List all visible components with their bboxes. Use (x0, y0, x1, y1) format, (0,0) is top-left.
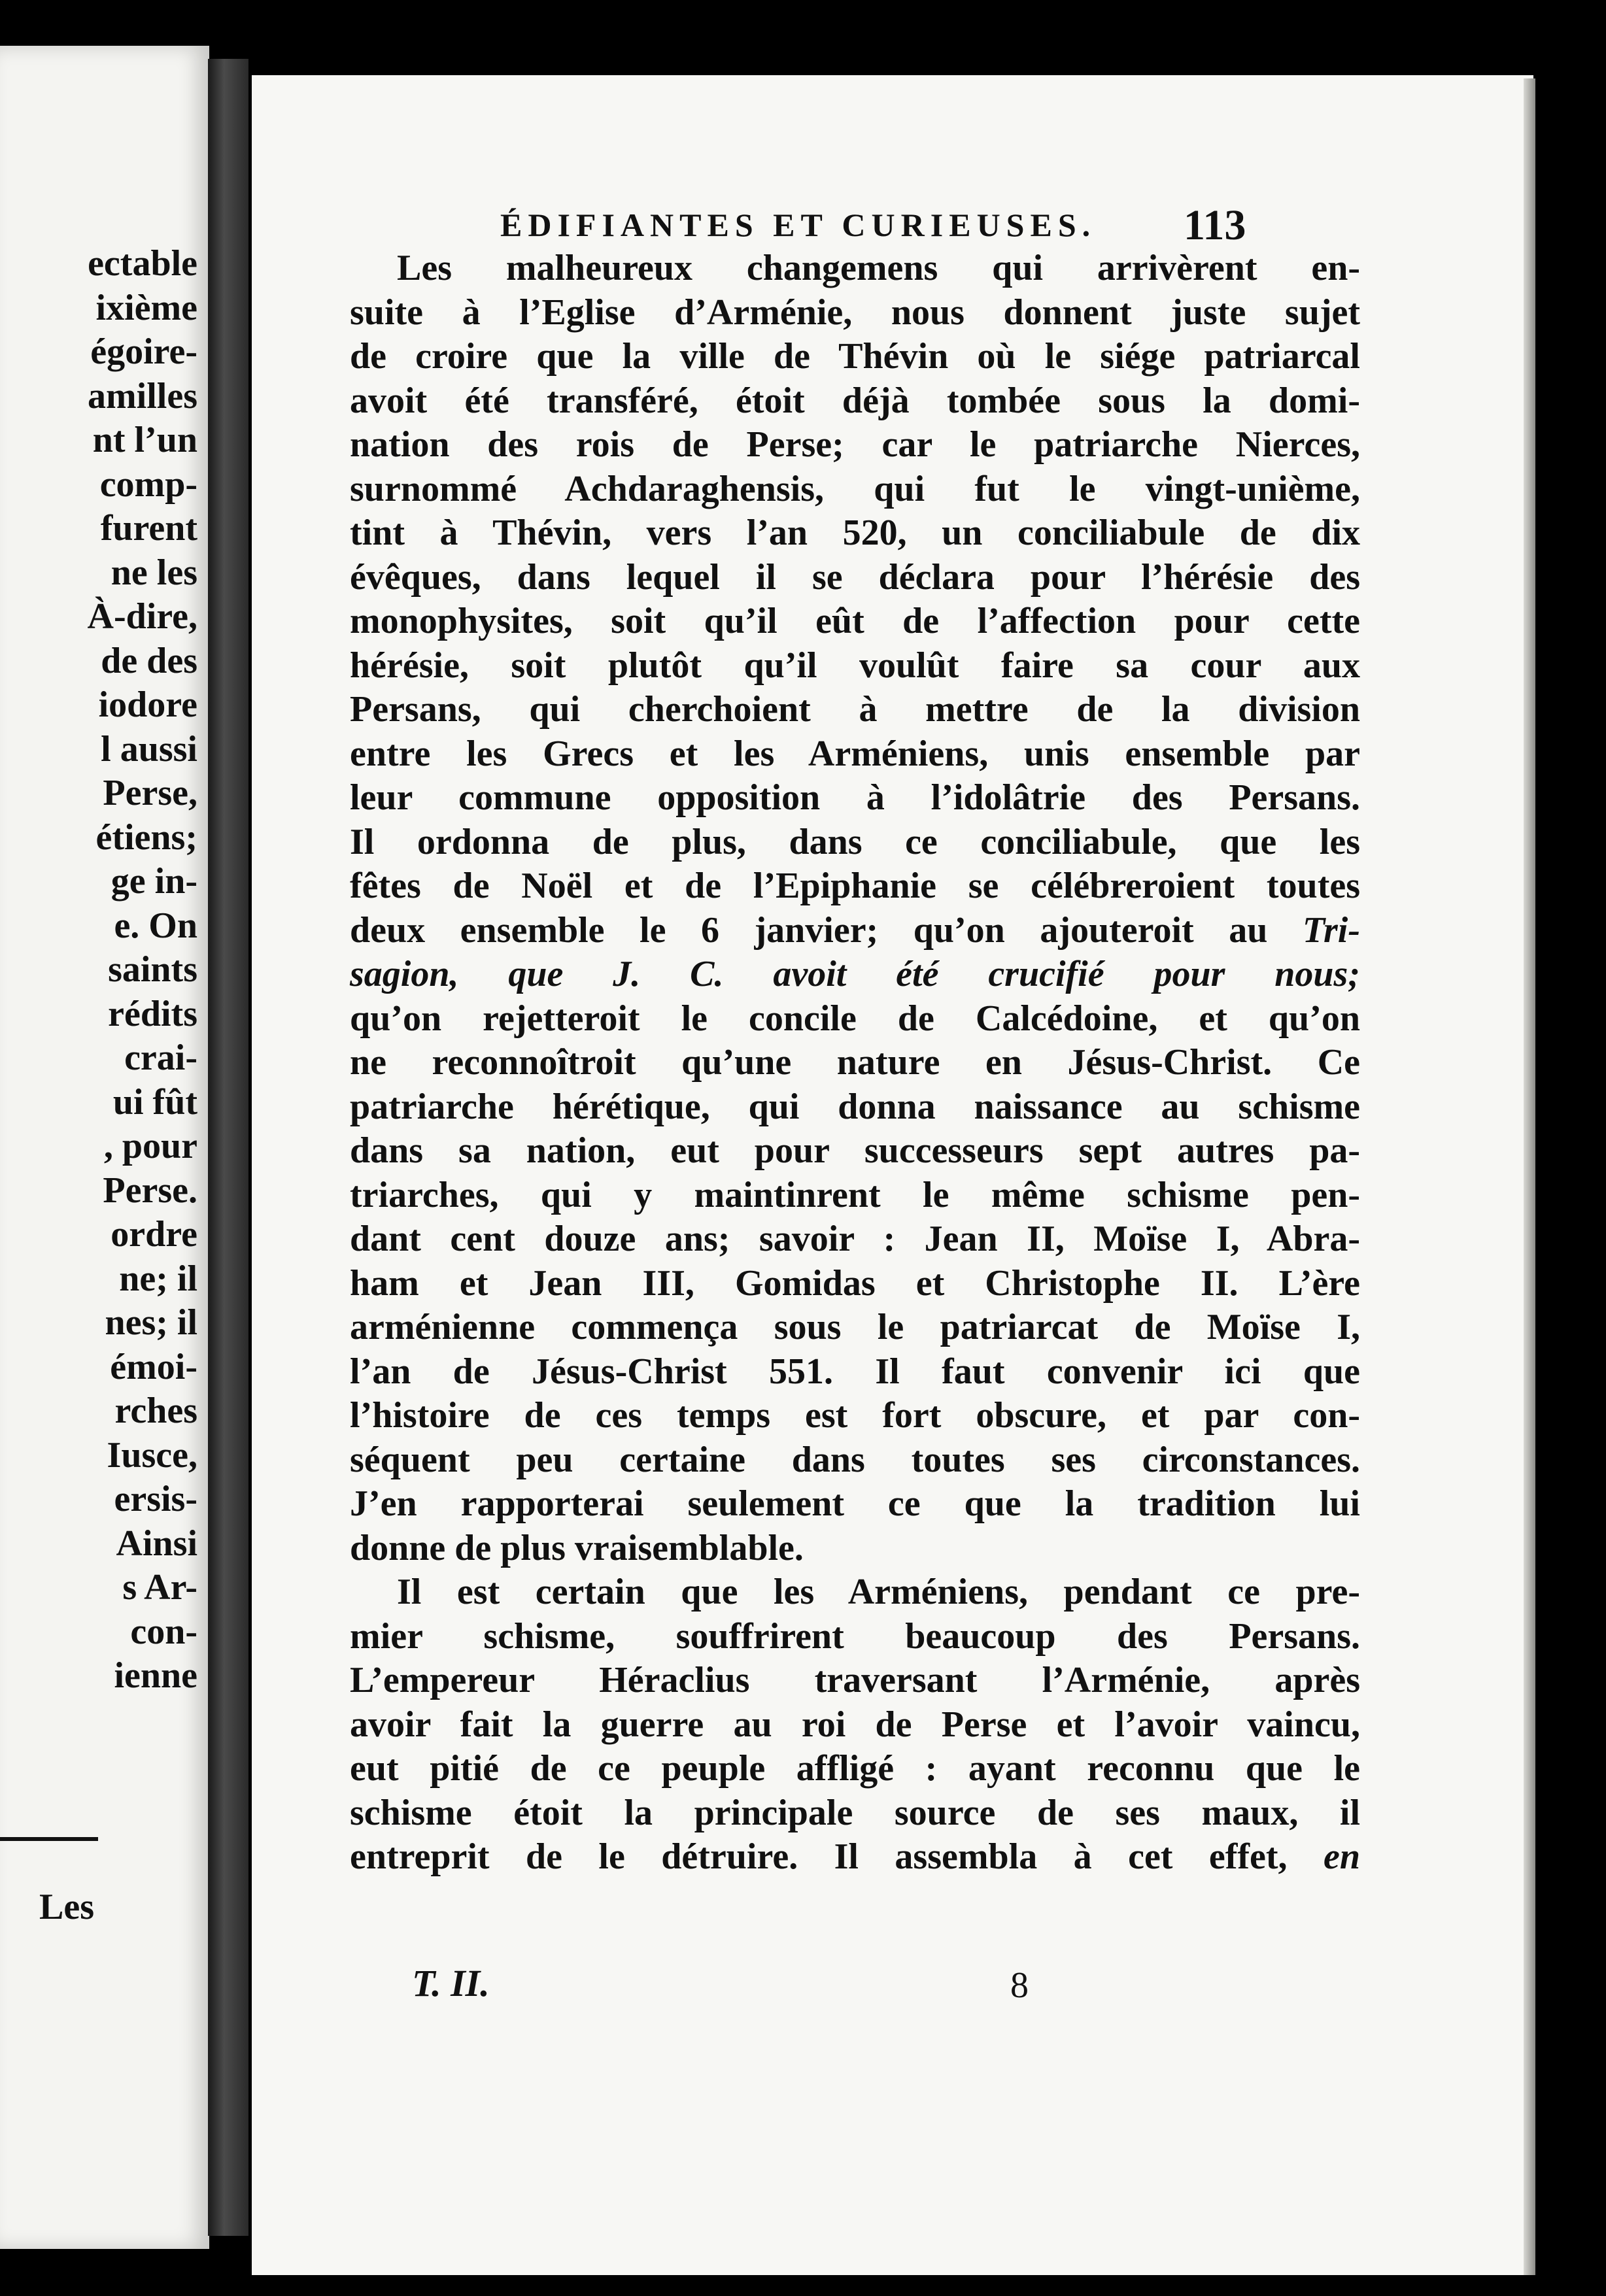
left-page-line: crai- (124, 1038, 197, 1078)
left-page-line: e. On (114, 905, 197, 946)
left-page-line: égoire- (90, 331, 197, 372)
text-line-roman: leur commune opposition à l’idolâtrie des Persans. (350, 777, 1360, 818)
text-line (350, 1173, 1360, 1218)
text-line (350, 1659, 1360, 1703)
left-page-line: étiens; (95, 817, 197, 858)
text-line-roman: Les malheureux changemens qui arrivèrent en- (397, 248, 1360, 288)
text-line (350, 864, 1360, 909)
text-line (350, 1527, 1360, 1571)
left-page-line: , pour (103, 1126, 197, 1166)
left-page-line: rches (114, 1391, 197, 1431)
left-page-line: s Ar- (122, 1567, 197, 1608)
text-line-roman: fêtes de Noël et de l’Epiphanie se célébreroient toutes (350, 866, 1360, 906)
text-line-roman: schisme étoit la principale source de ses maux, il (350, 1792, 1360, 1833)
text-line (350, 246, 1360, 291)
text-line-roman: de croire que la ville de Thévin où le siége patriarcal (350, 336, 1360, 377)
text-line (350, 1703, 1360, 1747)
text-line (350, 732, 1360, 777)
running-title: ÉDIFIANTES ET CURIEUSES. (500, 207, 1097, 243)
text-line (350, 1129, 1360, 1173)
left-page-line: Iusce, (107, 1434, 197, 1476)
left-page (0, 46, 209, 2249)
text-line-roman: eut pitié de ce peuple affligé : ayant reconnu que le (350, 1748, 1360, 1789)
text-line-roman: évêques, dans lequel il se déclara pour l’hérésie des (350, 556, 1360, 598)
left-page-line: de des (101, 640, 197, 681)
text-line (350, 644, 1360, 688)
text-line (350, 291, 1360, 335)
text-line (350, 1438, 1360, 1483)
left-page-line: Perse. (103, 1170, 197, 1211)
text-line-roman: J’en rapporterai seulement ce que la tradition lui (350, 1483, 1360, 1524)
text-line-roman: Persans, qui cherchoient à mettre de la division (350, 689, 1360, 730)
left-page-rule (0, 1837, 98, 1841)
text-line-roman: mier schisme, souffrirent beaucoup des Persans. (350, 1615, 1360, 1657)
text-line (350, 688, 1360, 732)
book-gutter (208, 59, 248, 2236)
text-line (350, 1482, 1360, 1527)
signature-mark: T. II. (412, 1962, 490, 2004)
text-line (350, 776, 1360, 820)
text-line-roman: entre les Grecs et les Arméniens, unis ensemble par (350, 733, 1360, 774)
left-page-line: ge in- (111, 861, 197, 902)
text-line (350, 820, 1360, 865)
left-page-line: ixième (95, 287, 197, 328)
left-page-line: rédits (108, 993, 197, 1034)
left-page-line: nt l’un (92, 420, 197, 460)
text-line (350, 1306, 1360, 1350)
text-line-roman: l’histoire de ces temps est fort obscure, et par con- (350, 1395, 1360, 1436)
text-line-roman: arménienne commença sous le patriarcat de Moïse I, (350, 1307, 1360, 1347)
left-page-text (88, 242, 198, 1698)
text-line (350, 1570, 1360, 1615)
text-line (350, 1394, 1360, 1438)
text-line-roman: entreprit de le détruire. Il assembla à cet effet, (350, 1836, 1324, 1877)
left-page-line: nes; il (105, 1302, 197, 1343)
text-line (350, 1041, 1360, 1085)
text-line-roman: l’an de Jésus-Christ 551. Il faut convenir ici que (350, 1351, 1360, 1392)
text-line-roman: ham et Jean III, Gomidas et Christophe II. L’ère (350, 1262, 1360, 1304)
left-page-line: ienne (114, 1655, 197, 1696)
text-line (350, 556, 1360, 600)
left-page-line: saints (108, 949, 197, 990)
text-line-roman: nation des rois de Perse; car le patriarche Nierces, (350, 424, 1360, 465)
text-line-roman: qu’on rejetteroit le concile de Calcédoine, et qu’on (350, 998, 1360, 1039)
text-line (350, 467, 1360, 512)
text-line-roman: dant cent douze ans; savoir : Jean II, Moïse I, Abra- (350, 1219, 1360, 1259)
text-line (350, 1217, 1360, 1262)
page-edge (1524, 78, 1535, 2275)
left-page-line: comp- (99, 464, 197, 505)
text-line-roman: L’empereur Héraclius traversant l’Arménie, après (350, 1660, 1360, 1700)
text-line (350, 1835, 1360, 1880)
left-page-line: À-dire, (87, 596, 197, 637)
text-line-roman: dans sa nation, eut pour successeurs sept autres pa- (350, 1130, 1360, 1171)
left-page-line: furent (100, 508, 197, 549)
left-page-line: ui fût (112, 1081, 197, 1123)
text-line-roman: séquent peu certaine dans toutes ses circonstances. (350, 1439, 1360, 1480)
text-line-roman: avoit été transféré, étoit déjà tombée sous la domi- (350, 380, 1360, 421)
text-line (350, 1262, 1360, 1306)
text-line (350, 1615, 1360, 1659)
right-page (252, 75, 1533, 2275)
text-line (350, 335, 1360, 379)
text-line-roman: ne reconnoîtroit qu’une nature en Jésus-Christ. Ce (350, 1042, 1360, 1083)
text-line-roman: surnommé Achdaraghensis, qui fut le vingt-unième, (350, 468, 1360, 509)
left-page-catchword: Les (39, 1887, 94, 1927)
text-line-roman: tint à Thévin, vers l’an 520, un conciliabule de dix (350, 513, 1360, 553)
text-line-roman: donne de plus vraisemblable. (350, 1527, 804, 1568)
text-line-roman: hérésie, soit plutôt qu’il voulût faire sa cour aux (350, 645, 1360, 686)
left-page-line: amilles (88, 375, 197, 416)
text-line (350, 909, 1360, 953)
text-line-roman: deux ensemble le 6 janvier; qu’on ajouteroit au (350, 909, 1303, 951)
text-line (350, 511, 1360, 556)
left-page-line: ne les (111, 552, 197, 593)
signature-number: 8 (1010, 1965, 1029, 2006)
text-line (350, 1350, 1360, 1394)
left-page-line: iodore (98, 684, 197, 725)
text-line-italic: Tri- (1302, 909, 1360, 951)
left-page-line: Perse, (103, 773, 197, 813)
left-page-line: ordre (111, 1214, 197, 1255)
text-line (350, 599, 1360, 644)
left-page-line: Ainsi (116, 1523, 197, 1564)
text-line-roman: suite à l’Eglise d’Arménie, nous donnent juste sujet (350, 292, 1360, 333)
text-line-roman: patriarche hérétique, qui donna naissance au schisme (350, 1086, 1360, 1127)
left-page-line: ectable (88, 243, 197, 284)
text-line (350, 953, 1360, 997)
text-line-italic: en (1324, 1836, 1360, 1877)
text-line (350, 1747, 1360, 1791)
left-page-line: ersis- (114, 1479, 197, 1519)
text-line (350, 379, 1360, 424)
left-page-line: l aussi (101, 728, 197, 769)
left-page-line: con- (130, 1611, 197, 1652)
text-line (350, 997, 1360, 1041)
text-line (350, 1791, 1360, 1836)
left-page-line: ne; il (119, 1258, 197, 1299)
text-line (350, 423, 1360, 467)
text-line-roman: monophysites, soit qu’il eût de l’affection pour cette (350, 601, 1360, 641)
text-line-roman: avoir fait la guerre au roi de Perse et l’avoir vaincu, (350, 1704, 1360, 1745)
text-line-roman: Il est certain que les Arméniens, pendant ce pre- (397, 1572, 1360, 1612)
text-line-roman: Il ordonna de plus, dans ce conciliabule, que les (350, 821, 1360, 862)
page-number: 113 (1184, 201, 1246, 249)
text-line-roman: triarches, qui y maintinrent le même schisme pen- (350, 1174, 1360, 1215)
left-page-line: émoi- (110, 1346, 197, 1387)
text-line (350, 1085, 1360, 1130)
body-text (350, 246, 1360, 1880)
text-line-italic: sagion, que J. C. avoit été crucifié pour nous; (350, 954, 1360, 994)
